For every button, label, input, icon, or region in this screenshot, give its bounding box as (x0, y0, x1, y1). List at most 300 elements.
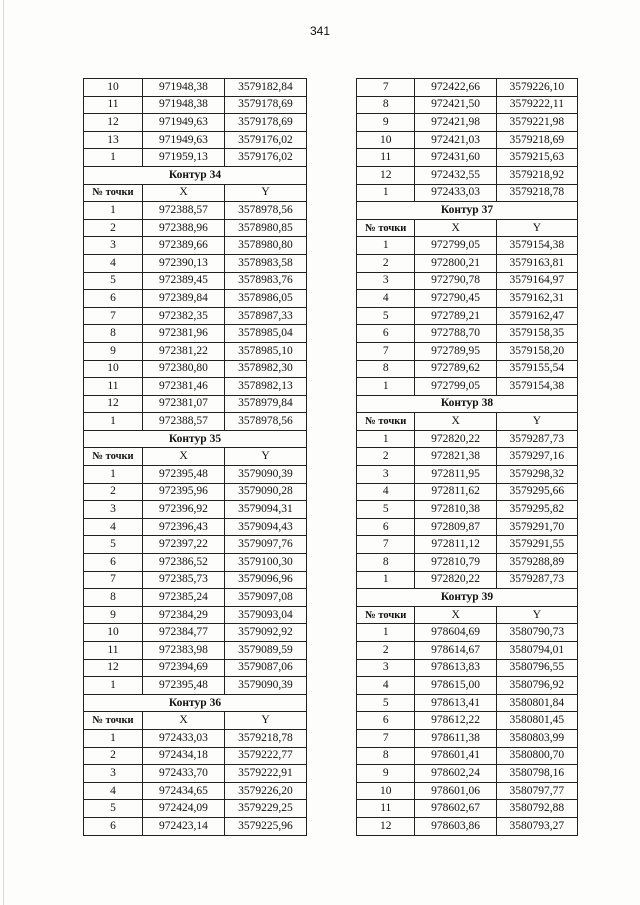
table-row (357, 430, 578, 448)
contour-title-row (84, 694, 307, 712)
x-coordinate-cell: 978613,41 (415, 694, 496, 712)
point-number-cell: 5 (357, 501, 415, 519)
table-row (84, 729, 307, 747)
header-x: X (415, 606, 496, 624)
table-row (357, 290, 578, 308)
table-row (84, 765, 307, 783)
y-coordinate-cell: 3579154,38 (496, 378, 577, 396)
point-number-cell: 7 (357, 342, 415, 360)
header-point-number: № точки (357, 413, 415, 431)
table-row (84, 202, 307, 220)
contour-title: Контур 37 (357, 202, 578, 220)
table-row (357, 571, 578, 589)
x-coordinate-cell: 972809,87 (415, 518, 496, 536)
header-y: Y (224, 712, 306, 730)
table-header-row (357, 606, 578, 624)
table-row (357, 817, 578, 835)
point-number-cell: 10 (357, 782, 415, 800)
y-coordinate-cell: 3579094,31 (224, 501, 306, 519)
header-x: X (143, 448, 225, 466)
x-coordinate-cell: 978612,22 (415, 712, 496, 730)
x-coordinate-cell: 972390,13 (143, 254, 225, 272)
page-number: 341 (309, 24, 331, 38)
table-row (84, 554, 307, 572)
point-number-cell: 7 (357, 79, 415, 97)
table-row (357, 659, 578, 677)
contour-title: Контур 34 (84, 166, 307, 184)
table-row (357, 342, 578, 360)
x-coordinate-cell: 972433,03 (415, 184, 496, 202)
y-coordinate-cell: 3579226,20 (224, 782, 306, 800)
table-row (357, 166, 578, 184)
point-number-cell: 11 (84, 642, 143, 660)
point-number-cell: 1 (357, 237, 415, 255)
x-coordinate-cell: 972811,62 (415, 483, 496, 501)
point-number-cell: 3 (84, 501, 143, 519)
table-row (357, 378, 578, 396)
point-number-cell: 1 (357, 378, 415, 396)
y-coordinate-cell: 3579093,04 (224, 606, 306, 624)
table-row (84, 114, 307, 132)
x-coordinate-cell: 972384,77 (143, 624, 225, 642)
y-coordinate-cell: 3578978,56 (224, 202, 306, 220)
table-header-row (84, 448, 307, 466)
coordinates-table-right (356, 78, 578, 836)
point-number-cell: 4 (357, 483, 415, 501)
point-number-cell: 11 (84, 378, 143, 396)
y-coordinate-cell: 3579158,35 (496, 325, 577, 343)
table-header-row (357, 413, 578, 431)
point-number-cell: 8 (84, 589, 143, 607)
x-coordinate-cell: 971948,38 (143, 79, 225, 97)
point-number-cell: 7 (357, 536, 415, 554)
table-row (84, 782, 307, 800)
table-row (84, 254, 307, 272)
x-coordinate-cell: 978613,83 (415, 659, 496, 677)
x-coordinate-cell: 972386,52 (143, 554, 225, 572)
x-coordinate-cell: 972381,46 (143, 378, 225, 396)
x-coordinate-cell: 972384,29 (143, 606, 225, 624)
contour-title-row (84, 166, 307, 184)
y-coordinate-cell: 3579176,02 (224, 149, 306, 167)
y-coordinate-cell: 3579215,63 (496, 149, 577, 167)
point-number-cell: 10 (84, 624, 143, 642)
x-coordinate-cell: 978614,67 (415, 642, 496, 660)
x-coordinate-cell: 972789,95 (415, 342, 496, 360)
y-coordinate-cell: 3579100,30 (224, 554, 306, 572)
x-coordinate-cell: 972388,96 (143, 219, 225, 237)
point-number-cell: 4 (84, 518, 143, 536)
table-row (84, 800, 307, 818)
table-row (357, 554, 578, 572)
y-coordinate-cell: 3579226,10 (496, 79, 577, 97)
point-number-cell: 10 (357, 131, 415, 149)
table-row (84, 272, 307, 290)
table-row (357, 466, 578, 484)
point-number-cell: 11 (84, 96, 143, 114)
point-number-cell: 8 (357, 360, 415, 378)
table-row (84, 589, 307, 607)
x-coordinate-cell: 972434,18 (143, 747, 225, 765)
x-coordinate-cell: 972423,14 (143, 817, 225, 835)
x-coordinate-cell: 972396,92 (143, 501, 225, 519)
table-row (357, 96, 578, 114)
table-row (84, 131, 307, 149)
y-coordinate-cell: 3578983,58 (224, 254, 306, 272)
header-y: Y (496, 219, 577, 237)
table-row (84, 466, 307, 484)
x-coordinate-cell: 972395,48 (143, 466, 225, 484)
x-coordinate-cell: 972422,66 (415, 79, 496, 97)
x-coordinate-cell: 978602,24 (415, 765, 496, 783)
point-number-cell: 6 (84, 817, 143, 835)
y-coordinate-cell: 3578985,10 (224, 342, 306, 360)
point-number-cell: 6 (357, 518, 415, 536)
y-coordinate-cell: 3579096,96 (224, 571, 306, 589)
x-coordinate-cell: 972385,73 (143, 571, 225, 589)
point-number-cell: 11 (357, 149, 415, 167)
table-row (84, 237, 307, 255)
x-coordinate-cell: 971959,13 (143, 149, 225, 167)
y-coordinate-cell: 3579222,91 (224, 765, 306, 783)
point-number-cell: 2 (84, 747, 143, 765)
point-number-cell: 4 (84, 254, 143, 272)
header-y: Y (496, 413, 577, 431)
x-coordinate-cell: 972811,12 (415, 536, 496, 554)
table-row (84, 659, 307, 677)
table-row (84, 378, 307, 396)
header-point-number: № точки (357, 219, 415, 237)
point-number-cell: 1 (357, 184, 415, 202)
contour-title-row (357, 589, 578, 607)
x-coordinate-cell: 972395,48 (143, 677, 225, 695)
y-coordinate-cell: 3579154,38 (496, 237, 577, 255)
y-coordinate-cell: 3579218,92 (496, 166, 577, 184)
point-number-cell: 1 (357, 430, 415, 448)
y-coordinate-cell: 3578982,13 (224, 378, 306, 396)
point-number-cell: 4 (357, 290, 415, 308)
table-row (357, 642, 578, 660)
table-row (84, 677, 307, 695)
point-number-cell: 6 (84, 290, 143, 308)
point-number-cell: 8 (357, 96, 415, 114)
x-coordinate-cell: 972389,84 (143, 290, 225, 308)
scan-edge-line (3, 0, 4, 905)
x-coordinate-cell: 972381,96 (143, 325, 225, 343)
y-coordinate-cell: 3579158,20 (496, 342, 577, 360)
x-coordinate-cell: 972394,69 (143, 659, 225, 677)
y-coordinate-cell: 3579089,59 (224, 642, 306, 660)
table-row (357, 782, 578, 800)
y-coordinate-cell: 3579298,32 (496, 466, 577, 484)
x-coordinate-cell: 972431,60 (415, 149, 496, 167)
point-number-cell: 5 (357, 694, 415, 712)
y-coordinate-cell: 3578983,76 (224, 272, 306, 290)
header-y: Y (224, 448, 306, 466)
y-coordinate-cell: 3579090,39 (224, 677, 306, 695)
point-number-cell: 11 (357, 800, 415, 818)
point-number-cell: 2 (84, 483, 143, 501)
point-number-cell: 7 (84, 307, 143, 325)
coordinates-column-left (83, 78, 307, 836)
point-number-cell: 1 (357, 571, 415, 589)
table-row (357, 624, 578, 642)
x-coordinate-cell: 972388,57 (143, 413, 225, 431)
y-coordinate-cell: 3579291,55 (496, 536, 577, 554)
point-number-cell: 12 (84, 659, 143, 677)
x-coordinate-cell: 972433,03 (143, 729, 225, 747)
x-coordinate-cell: 972385,24 (143, 589, 225, 607)
table-row (357, 272, 578, 290)
point-number-cell: 1 (84, 149, 143, 167)
table-row (84, 290, 307, 308)
point-number-cell: 9 (84, 342, 143, 360)
x-coordinate-cell: 971949,63 (143, 114, 225, 132)
x-coordinate-cell: 978604,69 (415, 624, 496, 642)
y-coordinate-cell: 3578980,85 (224, 219, 306, 237)
y-coordinate-cell: 3579162,31 (496, 290, 577, 308)
x-coordinate-cell: 972421,98 (415, 114, 496, 132)
table-row (357, 694, 578, 712)
x-coordinate-cell: 972788,70 (415, 325, 496, 343)
y-coordinate-cell: 3579291,70 (496, 518, 577, 536)
point-number-cell: 3 (84, 765, 143, 783)
table-row (357, 677, 578, 695)
table-row (84, 747, 307, 765)
point-number-cell: 1 (357, 624, 415, 642)
header-x: X (415, 219, 496, 237)
x-coordinate-cell: 971949,63 (143, 131, 225, 149)
header-y: Y (224, 184, 306, 202)
table-row (84, 395, 307, 413)
x-coordinate-cell: 972811,95 (415, 466, 496, 484)
point-number-cell: 3 (357, 272, 415, 290)
x-coordinate-cell: 972790,45 (415, 290, 496, 308)
point-number-cell: 6 (84, 554, 143, 572)
y-coordinate-cell: 3578982,30 (224, 360, 306, 378)
x-coordinate-cell: 972434,65 (143, 782, 225, 800)
x-coordinate-cell: 972424,09 (143, 800, 225, 818)
table-row (357, 325, 578, 343)
x-coordinate-cell: 972789,62 (415, 360, 496, 378)
x-coordinate-cell: 972810,38 (415, 501, 496, 519)
x-coordinate-cell: 972789,21 (415, 307, 496, 325)
y-coordinate-cell: 3579287,73 (496, 571, 577, 589)
table-row (84, 325, 307, 343)
point-number-cell: 10 (84, 79, 143, 97)
table-row (84, 518, 307, 536)
x-coordinate-cell: 971948,38 (143, 96, 225, 114)
table-row (84, 606, 307, 624)
table-row (84, 501, 307, 519)
point-number-cell: 1 (84, 413, 143, 431)
table-header-row (84, 712, 307, 730)
x-coordinate-cell: 972799,05 (415, 378, 496, 396)
coordinates-column-right (356, 78, 578, 836)
point-number-cell: 12 (357, 166, 415, 184)
x-coordinate-cell: 978603,86 (415, 817, 496, 835)
table-row (84, 536, 307, 554)
x-coordinate-cell: 972432,55 (415, 166, 496, 184)
table-row (84, 307, 307, 325)
y-coordinate-cell: 3579218,78 (496, 184, 577, 202)
table-row (357, 360, 578, 378)
point-number-cell: 2 (84, 219, 143, 237)
point-number-cell: 1 (84, 729, 143, 747)
table-row (84, 571, 307, 589)
y-coordinate-cell: 3579163,81 (496, 254, 577, 272)
contour-title: Контур 36 (84, 694, 307, 712)
y-coordinate-cell: 3580792,88 (496, 800, 577, 818)
table-row (357, 184, 578, 202)
table-row (357, 501, 578, 519)
coordinates-table-left (83, 78, 307, 836)
y-coordinate-cell: 3579218,69 (496, 131, 577, 149)
y-coordinate-cell: 3580801,84 (496, 694, 577, 712)
y-coordinate-cell: 3580796,92 (496, 677, 577, 695)
table-row (357, 114, 578, 132)
contour-title: Контур 39 (357, 589, 578, 607)
table-row (357, 729, 578, 747)
x-coordinate-cell: 978601,06 (415, 782, 496, 800)
point-number-cell: 5 (84, 536, 143, 554)
y-coordinate-cell: 3580794,01 (496, 642, 577, 660)
point-number-cell: 2 (357, 642, 415, 660)
table-header-row (84, 184, 307, 202)
point-number-cell: 4 (84, 782, 143, 800)
y-coordinate-cell: 3579288,89 (496, 554, 577, 572)
x-coordinate-cell: 972381,07 (143, 395, 225, 413)
y-coordinate-cell: 3579221,98 (496, 114, 577, 132)
y-coordinate-cell: 3579182,84 (224, 79, 306, 97)
header-point-number: № точки (84, 448, 143, 466)
point-number-cell: 10 (84, 360, 143, 378)
table-row (357, 712, 578, 730)
point-number-cell: 8 (357, 554, 415, 572)
y-coordinate-cell: 3578986,05 (224, 290, 306, 308)
header-x: X (143, 184, 225, 202)
header-y: Y (496, 606, 577, 624)
table-row (357, 800, 578, 818)
point-number-cell: 13 (84, 131, 143, 149)
x-coordinate-cell: 972389,45 (143, 272, 225, 290)
table-row (357, 518, 578, 536)
y-coordinate-cell: 3579218,78 (224, 729, 306, 747)
x-coordinate-cell: 972820,22 (415, 430, 496, 448)
y-coordinate-cell: 3579295,66 (496, 483, 577, 501)
y-coordinate-cell: 3580796,55 (496, 659, 577, 677)
header-point-number: № точки (357, 606, 415, 624)
header-x: X (415, 413, 496, 431)
x-coordinate-cell: 978601,41 (415, 747, 496, 765)
contour-title-row (357, 202, 578, 220)
x-coordinate-cell: 972821,38 (415, 448, 496, 466)
table-row (357, 747, 578, 765)
y-coordinate-cell: 3580803,99 (496, 729, 577, 747)
table-row (84, 483, 307, 501)
x-coordinate-cell: 978615,00 (415, 677, 496, 695)
y-coordinate-cell: 3579090,28 (224, 483, 306, 501)
table-header-row (357, 219, 578, 237)
x-coordinate-cell: 972790,78 (415, 272, 496, 290)
point-number-cell: 7 (357, 729, 415, 747)
y-coordinate-cell: 3579222,77 (224, 747, 306, 765)
point-number-cell: 9 (357, 114, 415, 132)
point-number-cell: 3 (357, 659, 415, 677)
point-number-cell: 2 (357, 448, 415, 466)
x-coordinate-cell: 972810,79 (415, 554, 496, 572)
y-coordinate-cell: 3579155,54 (496, 360, 577, 378)
table-row (84, 96, 307, 114)
y-coordinate-cell: 3578978,56 (224, 413, 306, 431)
y-coordinate-cell: 3579297,16 (496, 448, 577, 466)
table-row (84, 149, 307, 167)
y-coordinate-cell: 3580797,77 (496, 782, 577, 800)
point-number-cell: 5 (84, 272, 143, 290)
y-coordinate-cell: 3580801,45 (496, 712, 577, 730)
y-coordinate-cell: 3579295,82 (496, 501, 577, 519)
y-coordinate-cell: 3579178,69 (224, 96, 306, 114)
point-number-cell: 4 (357, 677, 415, 695)
contour-title: Контур 38 (357, 395, 578, 413)
x-coordinate-cell: 972382,35 (143, 307, 225, 325)
y-coordinate-cell: 3579222,11 (496, 96, 577, 114)
y-coordinate-cell: 3579176,02 (224, 131, 306, 149)
table-row (357, 307, 578, 325)
x-coordinate-cell: 972397,22 (143, 536, 225, 554)
y-coordinate-cell: 3578979,84 (224, 395, 306, 413)
point-number-cell: 3 (84, 237, 143, 255)
point-number-cell: 3 (357, 466, 415, 484)
y-coordinate-cell: 3579097,08 (224, 589, 306, 607)
x-coordinate-cell: 972799,05 (415, 237, 496, 255)
point-number-cell: 9 (357, 765, 415, 783)
x-coordinate-cell: 972383,98 (143, 642, 225, 660)
point-number-cell: 5 (84, 800, 143, 818)
table-row (84, 642, 307, 660)
contour-title: Контур 35 (84, 430, 307, 448)
point-number-cell: 12 (357, 817, 415, 835)
point-number-cell: 1 (84, 466, 143, 484)
table-row (84, 342, 307, 360)
table-row (84, 219, 307, 237)
table-row (357, 483, 578, 501)
point-number-cell: 7 (84, 571, 143, 589)
table-row (357, 149, 578, 167)
x-coordinate-cell: 972380,80 (143, 360, 225, 378)
point-number-cell: 1 (84, 677, 143, 695)
x-coordinate-cell: 972421,50 (415, 96, 496, 114)
point-number-cell: 12 (84, 114, 143, 132)
y-coordinate-cell: 3579087,06 (224, 659, 306, 677)
x-coordinate-cell: 972395,96 (143, 483, 225, 501)
point-number-cell: 1 (84, 202, 143, 220)
x-coordinate-cell: 972800,21 (415, 254, 496, 272)
x-coordinate-cell: 978602,67 (415, 800, 496, 818)
point-number-cell: 12 (84, 395, 143, 413)
table-row (84, 79, 307, 97)
y-coordinate-cell: 3579178,69 (224, 114, 306, 132)
y-coordinate-cell: 3579094,43 (224, 518, 306, 536)
table-row (84, 413, 307, 431)
point-number-cell: 8 (357, 747, 415, 765)
y-coordinate-cell: 3579229,25 (224, 800, 306, 818)
y-coordinate-cell: 3579090,39 (224, 466, 306, 484)
x-coordinate-cell: 972381,22 (143, 342, 225, 360)
x-coordinate-cell: 972421,03 (415, 131, 496, 149)
table-row (357, 254, 578, 272)
y-coordinate-cell: 3579097,76 (224, 536, 306, 554)
